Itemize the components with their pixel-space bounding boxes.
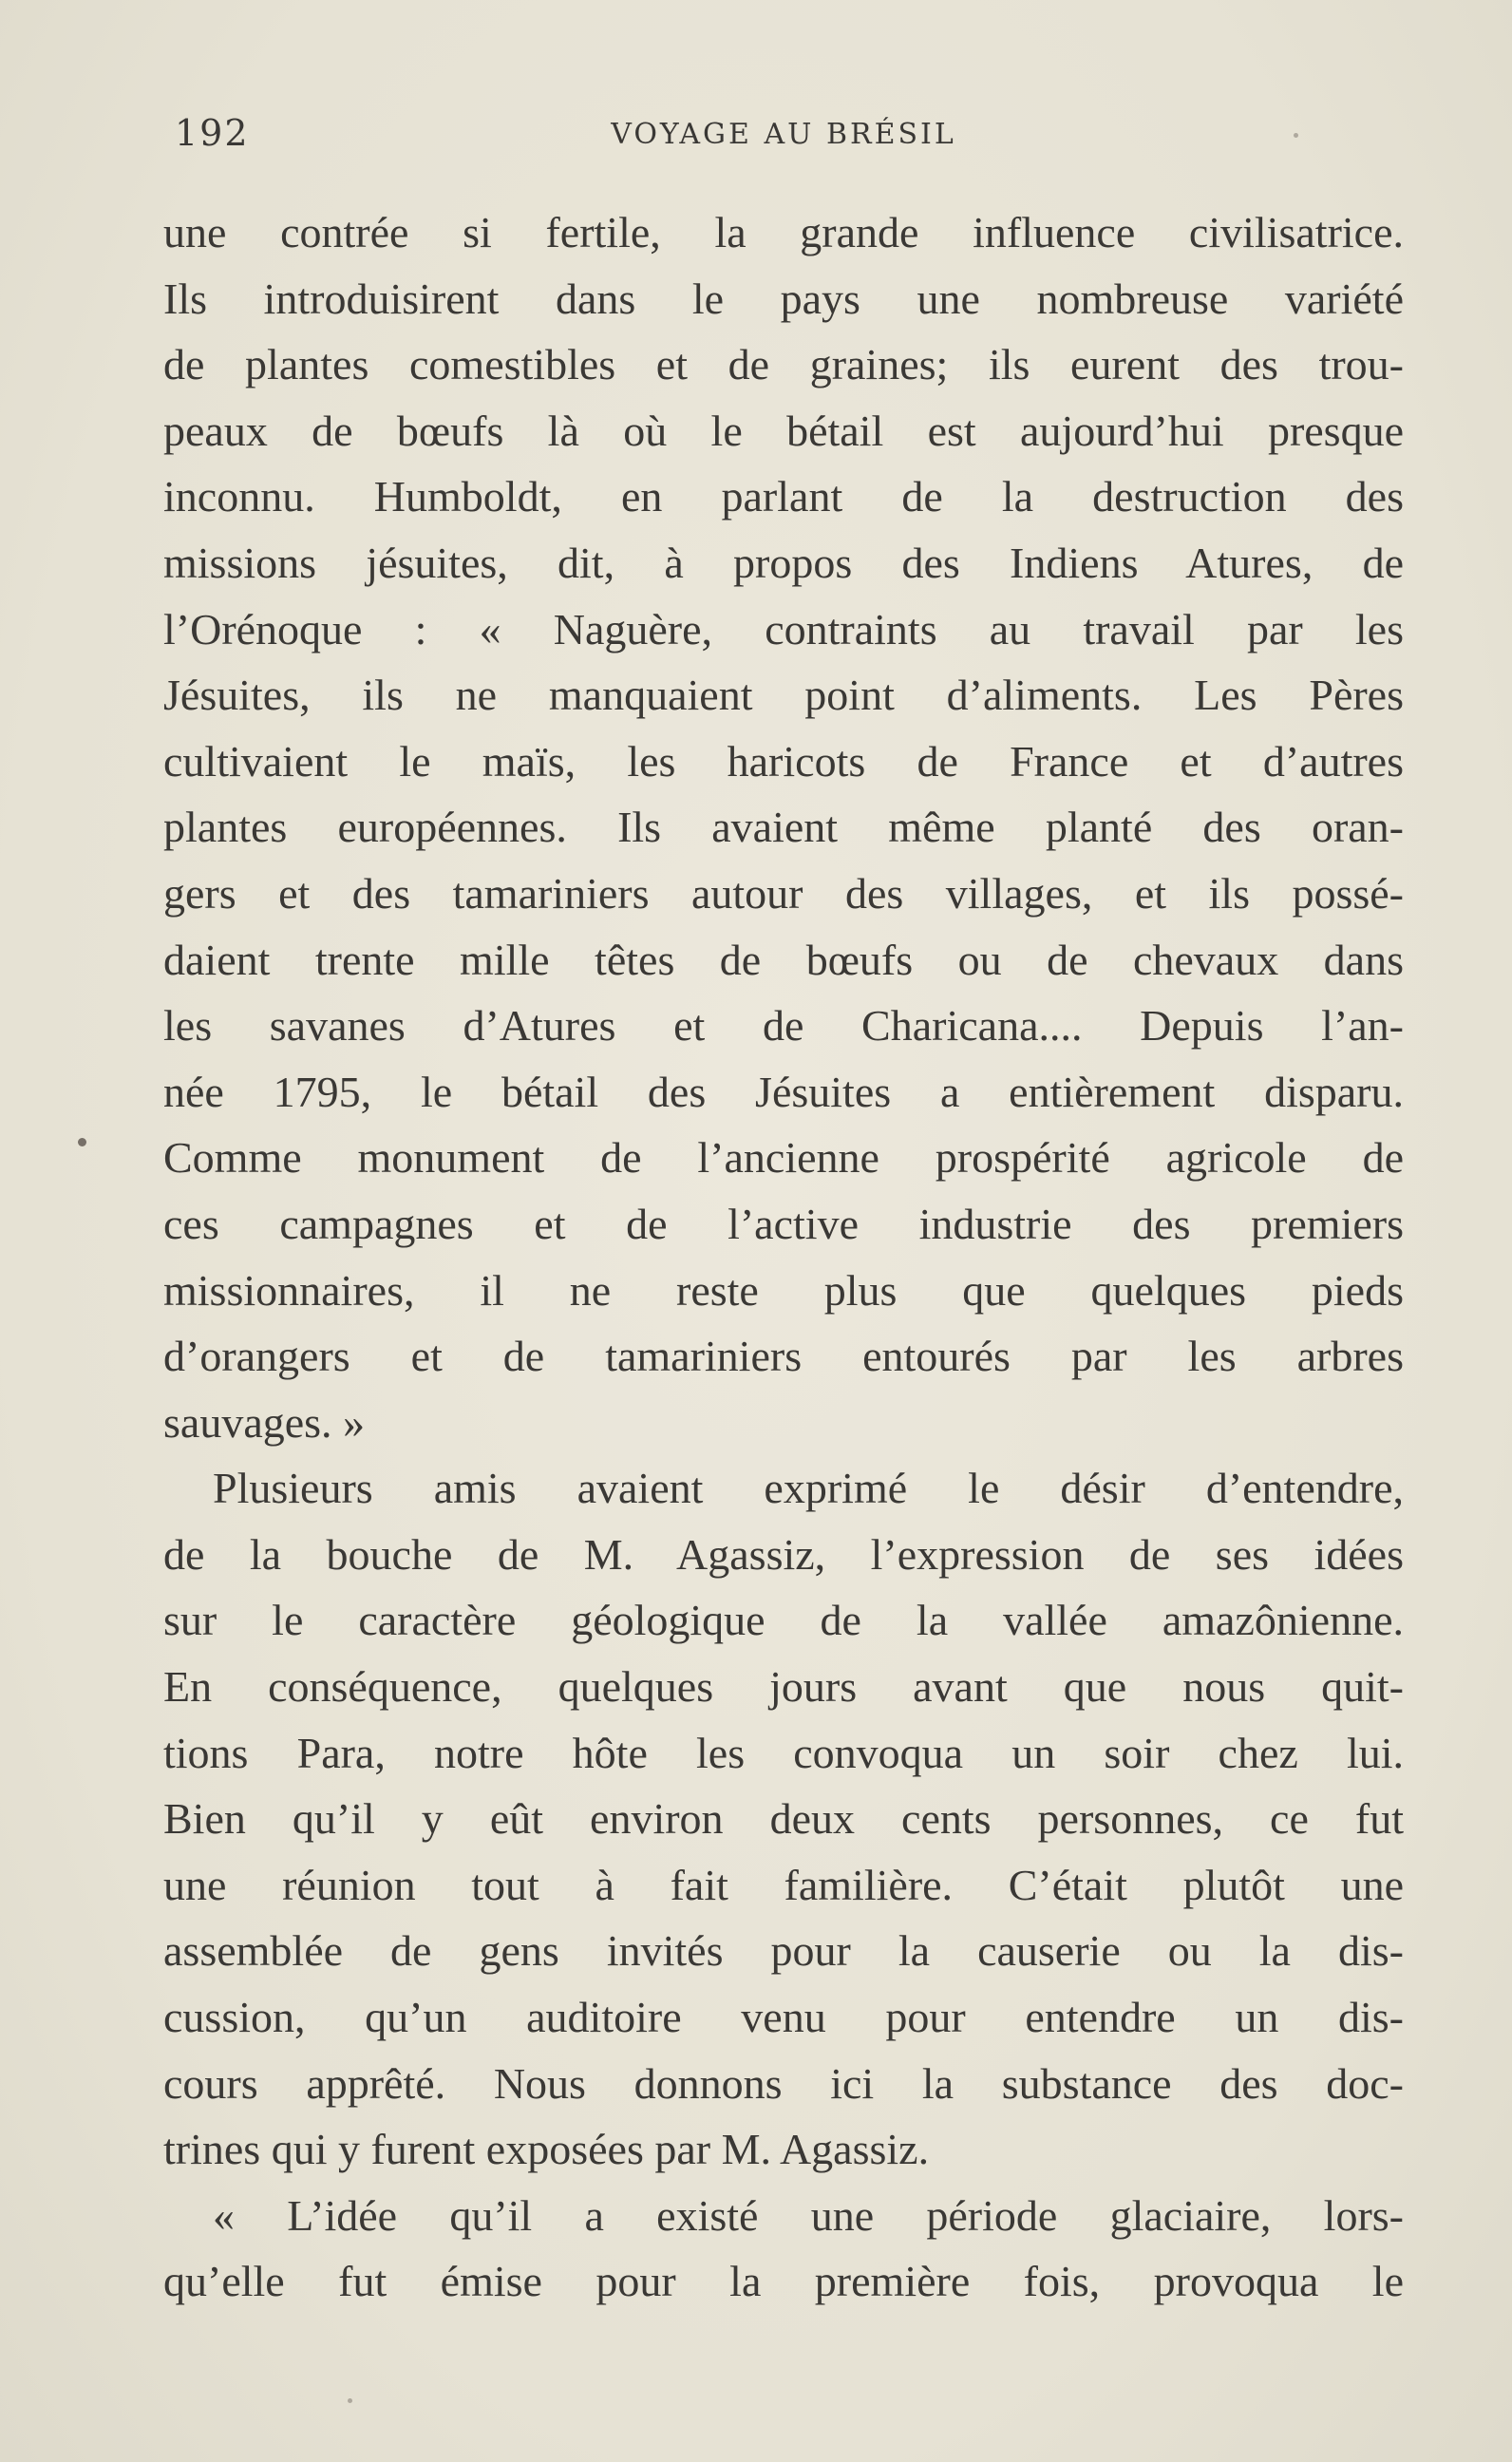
print-speck	[348, 2398, 352, 2403]
text-line: missionnaires, il ne reste plus que quelques pieds	[163, 1265, 1404, 1315]
text-line: daient trente mille têtes de bœufs ou de chevaux dans	[163, 935, 1404, 984]
text-line: l’Orénoque : « Naguère, contraints au travail par les	[163, 604, 1404, 653]
text-line: ces campagnes et de l’active industrie des premiers	[163, 1199, 1404, 1248]
text-line: sur le caractère géologique de la vallée amazônienne.	[163, 1596, 1404, 1645]
page-number: 192	[175, 112, 250, 154]
paragraph-start-line: « L’idée qu’il a existé une période glaciaire, lors-	[213, 2190, 1404, 2240]
paragraph-end-line: sauvages. »	[163, 1397, 366, 1447]
text-line: née 1795, le bétail des Jésuites a entièrement disparu.	[163, 1067, 1404, 1116]
text-line: En conséquence, quelques jours avant que nous quit-	[163, 1662, 1404, 1712]
text-line: les savanes d’Atures et de Charicana.... Depuis l’an-	[163, 1001, 1404, 1051]
text-line: une contrée si fertile, la grande influence civilisatrice.	[163, 208, 1404, 256]
text-line: missions jésuites, dit, à propos des Indiens Atures, de	[163, 538, 1404, 587]
running-title: VOYAGE AU BRÉSIL	[611, 118, 956, 151]
text-line: d’orangers et de tamariniers entourés par les arbres	[163, 1332, 1404, 1381]
body-text	[163, 199, 1404, 2315]
text-line: assemblée de gens invités pour la causerie ou la dis-	[163, 1926, 1404, 1976]
text-line: Jésuites, ils ne manquaient point d’aliments. Les Pères	[163, 671, 1404, 720]
text-line: cours apprêté. Nous donnons ici la substance des doc-	[163, 2058, 1404, 2108]
text-line: une réunion tout à fait familière. C’était plutôt une	[163, 1860, 1404, 1909]
print-speck	[78, 1138, 86, 1146]
paragraph-start-line: Plusieurs amis avaient exprimé le désir d’entendre,	[213, 1464, 1404, 1513]
paragraph-end-line: trines qui y furent exposées par M. Agassiz.	[163, 2125, 930, 2174]
text-line: cultivaient le maïs, les haricots de France et d’autres	[163, 736, 1404, 786]
text-line: qu’elle fut émise pour la première fois, provoqua le	[163, 2257, 1404, 2306]
text-line: de plantes comestibles et de graines; ils eurent des trou-	[163, 340, 1404, 389]
text-line: plantes européennes. Ils avaient même planté des oran-	[163, 803, 1404, 852]
text-line: inconnu. Humboldt, en parlant de la destruction des	[163, 472, 1404, 521]
text-line: de la bouche de M. Agassiz, l’expression de ses idées	[163, 1529, 1404, 1579]
text-line: Ils introduisirent dans le pays une nombreuse variété	[163, 274, 1404, 323]
text-line: cussion, qu’un auditoire venu pour entendre un dis-	[163, 1993, 1404, 2042]
text-line: tions Para, notre hôte les convoqua un soir chez lui.	[163, 1728, 1404, 1777]
print-speck	[1294, 133, 1298, 138]
text-line: Comme monument de l’ancienne prospérité agricole de	[163, 1133, 1404, 1183]
running-head	[163, 112, 1404, 160]
text-line: peaux de bœufs là où le bétail est aujourd’hui presque	[163, 406, 1404, 455]
text-line: gers et des tamariniers autour des villages, et ils possé-	[163, 868, 1404, 918]
text-line: Bien qu’il y eût environ deux cents personnes, ce fut	[163, 1794, 1404, 1844]
